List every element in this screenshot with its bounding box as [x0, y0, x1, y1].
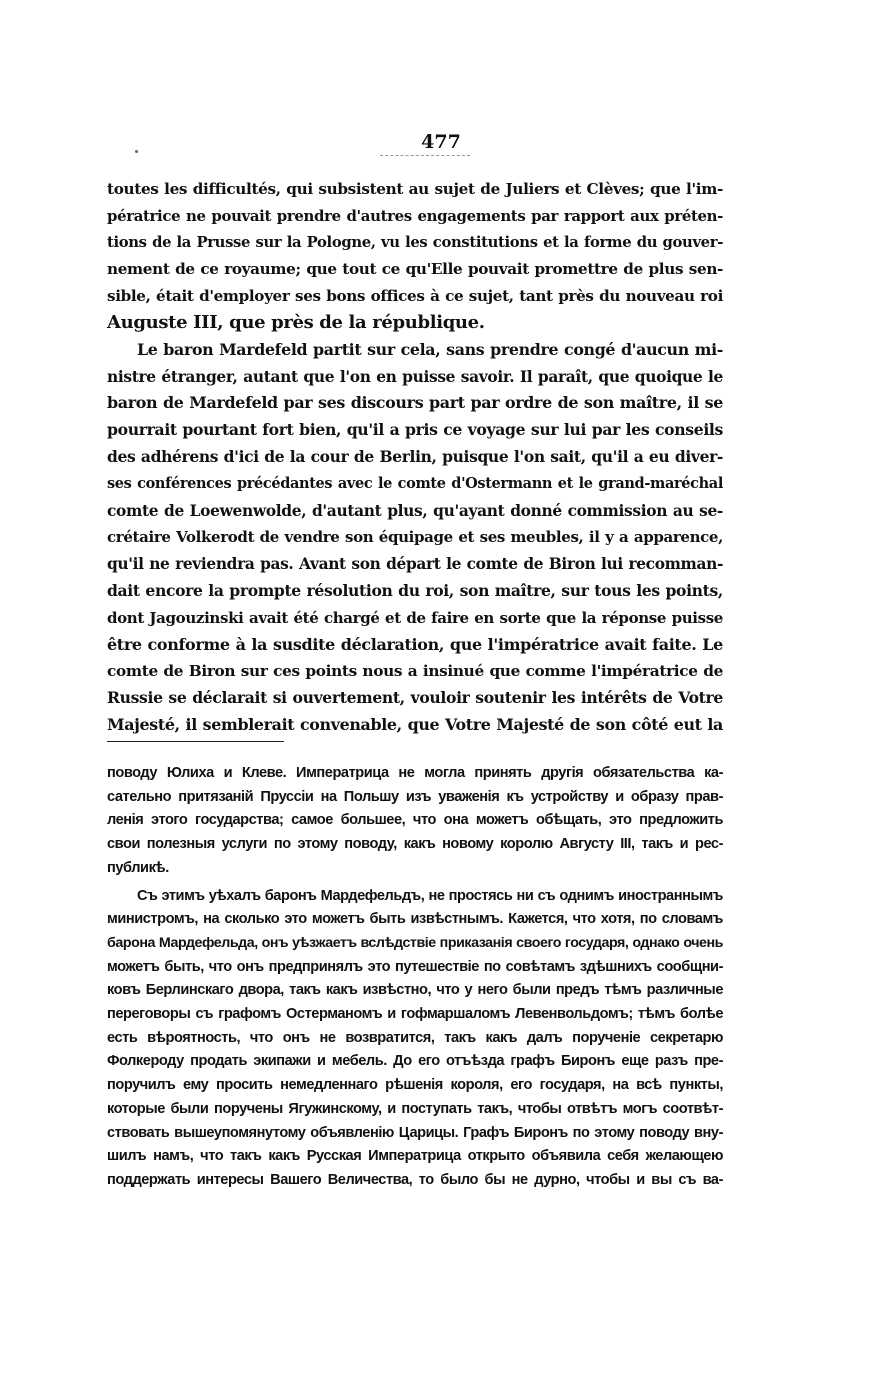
text-line: comte de Loewenwolde, d'autant plus, qu'ayant donné commission au se- [107, 501, 723, 520]
text-line: être conforme à la susdite déclaration, que l'impératrice avait faite. Le [107, 634, 723, 654]
text-line: crétaire Volkerodt de vendre son équipage et ses meubles, il y a apparence, [107, 528, 723, 547]
text-line: baron de Mardefeld par ses discours part par ordre de son maître, il se [107, 393, 723, 413]
footnote-line: поводу Юлиха и Клеве. Императрица не могла принять другія обязательства ка- [107, 765, 723, 781]
footnote-line: министромъ, на сколько это можетъ быть извѣстнымъ. Кажется, что хотя, по словамъ [107, 911, 723, 928]
page-number: 477 [421, 131, 461, 153]
text-line: dont Jagouzinski avait été chargé et de faire en sorte que la réponse puisse [107, 608, 723, 627]
footnote-line: ленія этого государства; самое большее, что она можетъ обѣщать, это предложить [107, 812, 723, 829]
footnote-line: поручилъ ему просить немедленнаго рѣшенія короля, его государя, на всѣ пункты, [107, 1077, 723, 1094]
footnote-line: сательно притязаній Пруссіи на Польшу изъ уваженія къ устройству и образу прав- [107, 788, 723, 805]
text-line: ses conférences précédantes avec le comte d'Ostermann et le grand-maréchal [107, 474, 723, 492]
footnote-line: которые были поручены Ягужинскому, и поступать такъ, чтобы отвѣтъ могъ соотвѣт- [107, 1100, 723, 1117]
text-line: tions de la Prusse sur la Pologne, vu les constitutions et la forme du gouver- [107, 233, 723, 251]
text-line: Le baron Mardefeld partit sur cela, sans prendre congé d'aucun mi- [137, 339, 723, 359]
main-paragraph [107, 176, 723, 337]
text-line: nement de ce royaume; que tout ce qu'Elle pouvait promettre de plus sen- [107, 260, 723, 279]
text-line: toutes les difficultés, qui subsistent au sujet de Juliers et Clèves; que l'im- [107, 180, 723, 198]
text-line: nistre étranger, autant que l'on en puisse savoir. Il paraît, que quoique le [107, 367, 723, 386]
footnote-line: Фолкероду продать экипажи и мебель. До его отъѣзда графъ Биронъ еще разъ пре- [107, 1053, 723, 1070]
footnote [107, 762, 723, 1193]
footnote-line: барона Мардефельда, онъ уѣзжаетъ вслѣдствіе приказанія своего государя, однако очень [107, 934, 723, 951]
footnote-line: поддержать интересы Вашего Величества, то было бы не дурно, чтобы и вы съ ва- [107, 1171, 723, 1188]
text-line: comte de Biron sur ces points nous a insinué que comme l'impératrice de [107, 662, 723, 681]
text-line: pourrait pourtant fort bien, qu'il a pris ce voyage sur lui par les conseils [107, 420, 723, 440]
footnote-rule [107, 741, 284, 742]
text-line: pératrice ne pouvait prendre d'autres engagements par rapport aux préten- [107, 206, 723, 225]
footnote-line: переговоры съ графомъ Остерманомъ и гофмаршаломъ Левенвольдомъ; тѣмъ болѣе [107, 1006, 723, 1023]
footnote-line: ствовать вышеупомянутому объявленію Царицы. Графъ Биронъ по этому поводу вну- [107, 1124, 723, 1141]
footnote-paragraph [107, 762, 723, 881]
header-rule [380, 155, 470, 156]
footnote-line: свои полезныя услуги по этому поводу, какъ новому королю Августу III, такъ и рес- [107, 836, 723, 853]
footnote-paragraph [107, 885, 723, 1193]
text-line: Russie se déclarait si ouvertement, vouloir soutenir les intérêts de Votre [107, 688, 723, 708]
text-line: dait encore la prompte résolution du roi, son maître, sur tous les points, [107, 580, 723, 600]
text-line: des adhérens d'ici de la cour de Berlin, puisque l'on sait, qu'il a eu diver- [107, 446, 723, 466]
footnote-line: ковъ Берлинскаго двора, такъ какъ извѣстно, что у него были предъ тѣмъ различные [107, 982, 723, 999]
text-line: Majesté, il semblerait convenable, que Votre Majesté de son côté eut la [107, 714, 723, 734]
main-paragraph [107, 337, 723, 739]
text-line: qu'il ne reviendra pas. Avant son départ le comte de Biron lui recomman- [107, 555, 723, 574]
text-line: sible, était d'employer ses bons offices à ce sujet, tant près du nouveau roi [107, 287, 723, 306]
text-line: Auguste III, que près de la république. [107, 311, 485, 333]
footnote-line: шилъ намъ, что такъ какъ Русская Императрица открыто объявила себя желающею [107, 1148, 723, 1165]
footnote-line: есть вѣроятность, что онъ не возвратится, такъ какъ далъ порученіе секретарю [107, 1029, 723, 1046]
footnote-line: публикѣ. [107, 859, 169, 876]
footnote-line: можетъ быть, что онъ предпринялъ это путешествіе по совѣтамъ здѣшнихъ сообщни- [107, 958, 723, 975]
footnote-line: Съ этимъ уѣхалъ баронъ Мардефельдъ, не простясь ни съ однимъ иностраннымъ [137, 887, 723, 904]
main-text [107, 176, 723, 739]
